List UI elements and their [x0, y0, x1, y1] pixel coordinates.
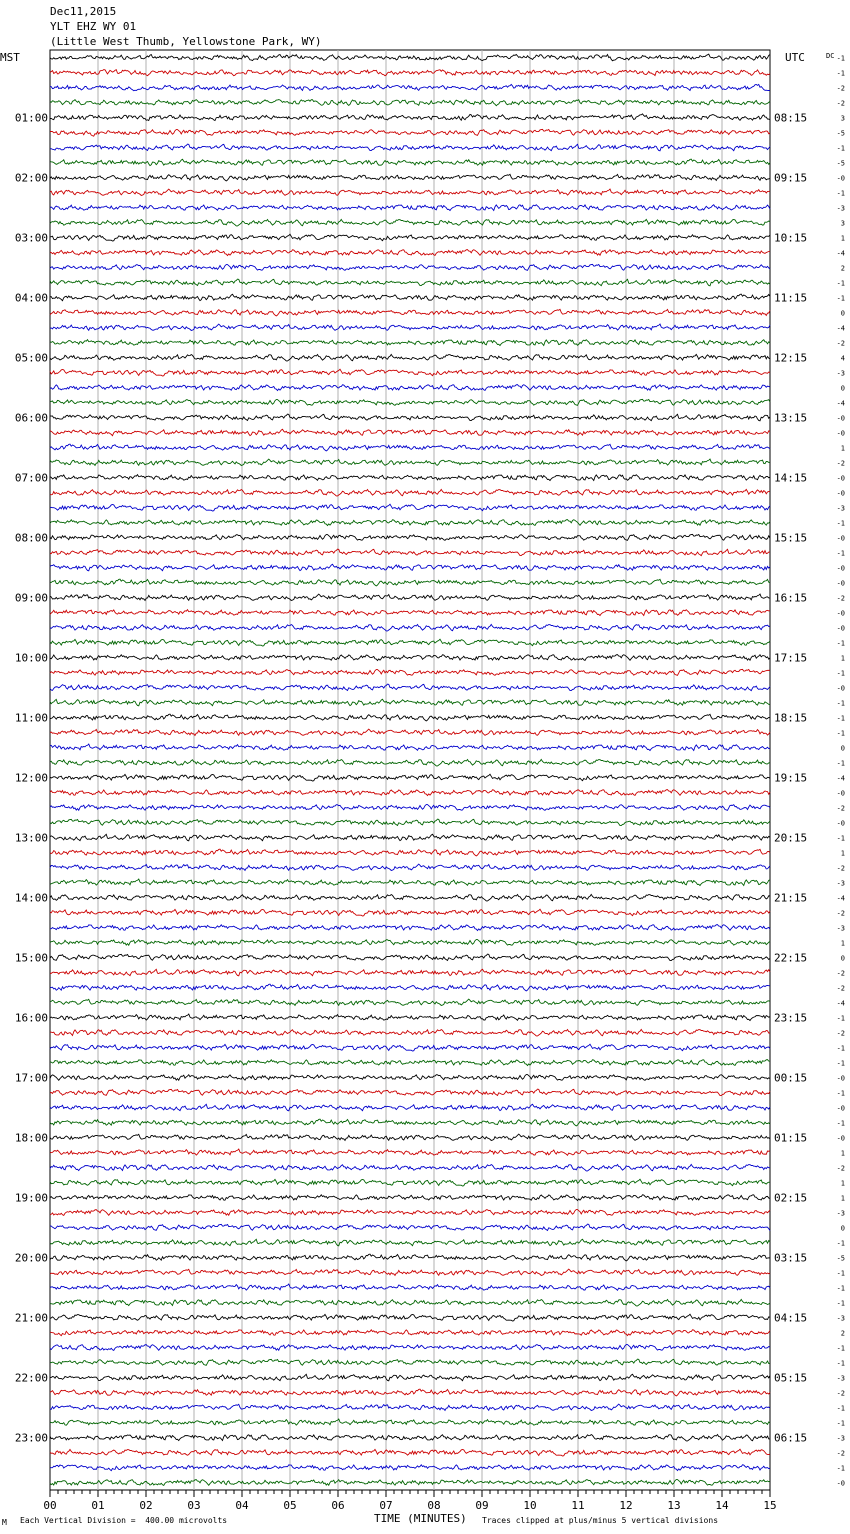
- trace-line: [50, 564, 770, 571]
- dc-offset-label: -0: [836, 684, 845, 693]
- dc-offset-label: 0: [840, 384, 845, 393]
- division-scale-note: Each Vertical Division = 400.00 microvolts: [20, 1516, 228, 1525]
- dc-offset-label: -1: [836, 729, 845, 738]
- dc-offset-label: -1: [836, 1119, 845, 1128]
- trace-line: [50, 205, 770, 211]
- trace-line: [50, 549, 770, 556]
- trace-line: [50, 744, 770, 751]
- trace-line: [50, 250, 770, 256]
- trace-line: [50, 849, 770, 856]
- mst-hour-label: 05:00: [14, 351, 48, 365]
- dc-offset-label: 1: [840, 1149, 845, 1158]
- dc-offset-label: -0: [836, 474, 845, 483]
- dc-offset-label: -2: [836, 1389, 845, 1398]
- dc-offset-label: 4: [840, 354, 845, 363]
- trace-line: [50, 1029, 770, 1036]
- dc-offset-label: -1: [836, 519, 845, 528]
- trace-line: [50, 594, 770, 600]
- trace-line: [50, 1359, 770, 1365]
- trace-line: [50, 1134, 770, 1140]
- trace-line: [50, 834, 770, 841]
- dc-offset-label: -1: [836, 1464, 845, 1473]
- mst-hour-label: 15:00: [14, 951, 48, 965]
- dc-offset-label: -3: [836, 204, 845, 213]
- dc-offset-label: 1: [840, 234, 845, 243]
- dc-offset-label: -0: [836, 609, 845, 618]
- dc-offset-label: 1: [840, 939, 845, 948]
- trace-line: [50, 819, 770, 826]
- dc-offset-label: -1: [836, 1239, 845, 1248]
- trace-line: [50, 655, 770, 661]
- right-zone-label: UTC: [785, 51, 805, 64]
- dc-offset-label: -2: [836, 969, 845, 978]
- dc-offset-label: -1: [836, 69, 845, 78]
- mst-hour-label: 09:00: [14, 591, 48, 605]
- dc-offset-label: -1: [836, 1269, 845, 1278]
- trace-line: [50, 399, 770, 405]
- dc-offset-label: -0: [836, 1104, 845, 1113]
- trace-line: [50, 369, 770, 376]
- dc-offset-label: -1: [836, 1344, 845, 1353]
- dc-offset-label: -4: [836, 324, 845, 333]
- trace-line: [50, 714, 770, 721]
- trace-line: [50, 1210, 770, 1216]
- x-tick-label: 00: [43, 1499, 57, 1512]
- dc-offset-label: -0: [836, 429, 845, 438]
- dc-offset-label: -3: [836, 1209, 845, 1218]
- dc-offset-label: 1: [840, 444, 845, 453]
- trace-line: [50, 925, 770, 931]
- dc-offset-label: -3: [836, 879, 845, 888]
- dc-offset-label: -1: [836, 1044, 845, 1053]
- trace-line: [50, 940, 770, 946]
- mst-hour-label: 23:00: [14, 1431, 48, 1445]
- trace-line: [50, 759, 770, 766]
- mst-hour-label: 14:00: [14, 891, 48, 905]
- mark-label: M: [2, 1518, 7, 1527]
- dc-offset-label: -5: [836, 159, 845, 168]
- x-tick-label: 13: [667, 1499, 681, 1512]
- dc-offset-label: -2: [836, 1164, 845, 1173]
- trace-line: [50, 1179, 770, 1186]
- dc-offset-label: -0: [836, 534, 845, 543]
- dc-offset-label: -1: [836, 1359, 845, 1368]
- utc-hour-label: 12:15: [774, 351, 808, 365]
- x-tick-label: 11: [571, 1499, 585, 1512]
- dc-offset-label: -1: [836, 639, 845, 648]
- dc-offset-label: 2: [840, 264, 845, 273]
- dc-offset-label: -2: [836, 339, 845, 348]
- x-tick-label: 14: [715, 1499, 729, 1512]
- trace-line: [50, 70, 770, 76]
- dc-label: DC: [826, 52, 835, 60]
- utc-hour-label: 06:15: [774, 1431, 808, 1445]
- x-tick-label: 05: [283, 1499, 297, 1512]
- dc-offset-label: 1: [840, 1194, 845, 1203]
- dc-offset-label: 0: [840, 309, 845, 318]
- trace-line: [50, 54, 770, 61]
- trace-line: [50, 624, 770, 631]
- trace-line: [50, 1060, 770, 1066]
- trace-line: [50, 774, 770, 781]
- utc-hour-label: 14:15: [774, 471, 808, 485]
- trace-line: [50, 954, 770, 961]
- trace-line: [50, 504, 770, 511]
- dc-offset-label: -1: [836, 189, 845, 198]
- dc-offset-label: -2: [836, 99, 845, 108]
- utc-hour-label: 11:15: [774, 291, 808, 305]
- x-tick-label: 06: [331, 1499, 345, 1512]
- utc-hour-label: 01:15: [774, 1131, 808, 1145]
- dc-offset-label: -2: [836, 84, 845, 93]
- dc-offset-label: -1: [836, 294, 845, 303]
- dc-offset-label: -0: [836, 819, 845, 828]
- x-tick-label: 10: [523, 1499, 537, 1512]
- date-label: Dec11,2015: [50, 5, 117, 18]
- trace-line: [50, 1269, 770, 1275]
- trace-line: [50, 1284, 770, 1290]
- trace-line: [50, 1224, 770, 1231]
- trace-line: [50, 294, 770, 301]
- trace-line: [50, 969, 770, 976]
- trace-line: [50, 489, 770, 496]
- dc-offset-label: -2: [836, 1029, 845, 1038]
- dc-offset-label: 1: [840, 1179, 845, 1188]
- utc-hour-label: 10:15: [774, 231, 808, 245]
- x-tick-label: 15: [763, 1499, 777, 1512]
- trace-line: [50, 1374, 770, 1381]
- trace-line: [50, 984, 770, 991]
- mst-hour-label: 16:00: [14, 1011, 48, 1025]
- dc-offset-label: -2: [836, 1449, 845, 1458]
- dc-offset-label: -4: [836, 249, 845, 258]
- dc-offset-label: -2: [836, 909, 845, 918]
- dc-offset-label: -2: [836, 459, 845, 468]
- dc-offset-label: -1: [836, 279, 845, 288]
- station-label: YLT EHZ WY 01: [50, 20, 137, 33]
- mst-hour-label: 21:00: [14, 1311, 48, 1325]
- trace-line: [50, 1330, 770, 1336]
- trace-line: [50, 475, 770, 481]
- dc-offset-label: 3: [840, 114, 845, 123]
- utc-hour-label: 20:15: [774, 831, 808, 845]
- dc-offset-label: -4: [836, 774, 845, 783]
- dc-offset-label: -1: [836, 54, 845, 63]
- dc-offset-label: -1: [836, 1419, 845, 1428]
- trace-line: [50, 610, 770, 616]
- utc-hour-label: 08:15: [774, 111, 808, 125]
- trace-line: [50, 1480, 770, 1486]
- trace-line: [50, 1089, 770, 1096]
- trace-line: [50, 1434, 770, 1440]
- dc-offset-label: -0: [836, 1074, 845, 1083]
- mst-hour-label: 08:00: [14, 531, 48, 545]
- trace-line: [50, 684, 770, 691]
- clip-note: Traces clipped at plus/minus 5 vertical divisions: [482, 1516, 719, 1525]
- dc-offset-label: 0: [840, 1224, 845, 1233]
- x-tick-label: 02: [139, 1499, 153, 1512]
- trace-line: [50, 805, 770, 811]
- utc-hour-label: 22:15: [774, 951, 808, 965]
- dc-offset-label: 1: [840, 654, 845, 663]
- trace-line: [50, 1239, 770, 1246]
- mst-hour-label: 22:00: [14, 1371, 48, 1385]
- utc-hour-label: 09:15: [774, 171, 808, 185]
- dc-offset-label: -2: [836, 804, 845, 813]
- dc-offset-label: -1: [836, 549, 845, 558]
- trace-line: [50, 100, 770, 106]
- dc-offset-label: -1: [836, 1059, 845, 1068]
- trace-line: [50, 459, 770, 465]
- trace-line: [50, 189, 770, 195]
- trace-line: [50, 279, 770, 286]
- dc-offset-label: -0: [836, 624, 845, 633]
- trace-line: [50, 84, 770, 90]
- trace-line: [50, 1345, 770, 1351]
- trace-line: [50, 894, 770, 901]
- trace-line: [50, 414, 770, 421]
- mst-hour-label: 07:00: [14, 471, 48, 485]
- dc-offset-label: -2: [836, 594, 845, 603]
- utc-hour-label: 00:15: [774, 1071, 808, 1085]
- trace-line: [50, 669, 770, 675]
- utc-hour-label: 19:15: [774, 771, 808, 785]
- dc-offset-label: -0: [836, 174, 845, 183]
- trace-line: [50, 1164, 770, 1171]
- dc-offset-label: -1: [836, 1299, 845, 1308]
- utc-hour-label: 05:15: [774, 1371, 808, 1385]
- dc-offset-label: -1: [836, 759, 845, 768]
- utc-hour-label: 17:15: [774, 651, 808, 665]
- dc-offset-label: 2: [840, 1329, 845, 1338]
- x-tick-label: 12: [619, 1499, 633, 1512]
- trace-line: [50, 1404, 770, 1410]
- dc-offset-label: -0: [836, 564, 845, 573]
- utc-hour-label: 15:15: [774, 531, 808, 545]
- trace-line: [50, 1044, 770, 1051]
- dc-offset-label: -4: [836, 894, 845, 903]
- dc-offset-label: -1: [836, 1284, 845, 1293]
- trace-line: [50, 429, 770, 435]
- trace-line: [50, 1449, 770, 1456]
- dc-offset-label: 0: [840, 744, 845, 753]
- dc-offset-label: -5: [836, 1254, 845, 1263]
- utc-hour-label: 02:15: [774, 1191, 808, 1205]
- mst-hour-label: 06:00: [14, 411, 48, 425]
- trace-line: [50, 1299, 770, 1306]
- dc-offset-label: -1: [836, 834, 845, 843]
- trace-line: [50, 639, 770, 646]
- trace-line: [50, 909, 770, 916]
- trace-group: [50, 54, 770, 1485]
- dc-offset-label: -2: [836, 864, 845, 873]
- mst-hour-label: 12:00: [14, 771, 48, 785]
- mst-hour-label: 01:00: [14, 111, 48, 125]
- utc-hour-label: 13:15: [774, 411, 808, 425]
- trace-line: [50, 174, 770, 181]
- utc-hour-label: 23:15: [774, 1011, 808, 1025]
- utc-hour-label: 16:15: [774, 591, 808, 605]
- mst-hour-label: 19:00: [14, 1191, 48, 1205]
- trace-line: [50, 1119, 770, 1126]
- dc-offset-label: -2: [836, 984, 845, 993]
- dc-offset-label: 0: [840, 954, 845, 963]
- axis-labels: [0, 51, 845, 1512]
- trace-line: [50, 264, 770, 270]
- mst-hour-label: 20:00: [14, 1251, 48, 1265]
- dc-offset-label: -3: [836, 1434, 845, 1443]
- x-tick-label: 04: [235, 1499, 249, 1512]
- trace-line: [50, 159, 770, 166]
- trace-line: [50, 219, 770, 226]
- dc-offset-label: -1: [836, 1014, 845, 1023]
- mst-hour-label: 10:00: [14, 651, 48, 665]
- trace-line: [50, 534, 770, 540]
- trace-line: [50, 790, 770, 796]
- mst-hour-label: 13:00: [14, 831, 48, 845]
- mst-hour-label: 03:00: [14, 231, 48, 245]
- x-axis-title: TIME (MINUTES): [374, 1512, 467, 1525]
- trace-line: [50, 1419, 770, 1425]
- dc-offset-label: -3: [836, 1374, 845, 1383]
- utc-hour-label: 04:15: [774, 1311, 808, 1325]
- dc-offset-label: -4: [836, 999, 845, 1008]
- dc-offset-label: -1: [836, 1404, 845, 1413]
- trace-line: [50, 520, 770, 526]
- trace-line: [50, 1195, 770, 1201]
- trace-line: [50, 234, 770, 241]
- dc-offset-label: -3: [836, 369, 845, 378]
- mst-hour-label: 18:00: [14, 1131, 48, 1145]
- left-zone-label: MST: [0, 51, 20, 64]
- trace-line: [50, 309, 770, 316]
- utc-hour-label: 03:15: [774, 1251, 808, 1265]
- trace-line: [50, 129, 770, 136]
- dc-offset-label: 1: [840, 849, 845, 858]
- mst-hour-label: 11:00: [14, 711, 48, 725]
- dc-offset-label: -3: [836, 924, 845, 933]
- trace-line: [50, 385, 770, 391]
- trace-line: [50, 444, 770, 451]
- dc-offset-label: -0: [836, 414, 845, 423]
- dc-offset-label: -5: [836, 129, 845, 138]
- trace-line: [50, 1389, 770, 1396]
- trace-line: [50, 879, 770, 886]
- x-tick-label: 08: [427, 1499, 441, 1512]
- location-label: (Little West Thumb, Yellowstone Park, WY): [50, 35, 322, 48]
- dc-offset-label: -1: [836, 669, 845, 678]
- trace-line: [50, 729, 770, 735]
- utc-hour-label: 18:15: [774, 711, 808, 725]
- trace-line: [50, 1149, 770, 1155]
- trace-line: [50, 699, 770, 706]
- trace-line: [50, 144, 770, 151]
- trace-line: [50, 864, 770, 870]
- dc-offset-label: -0: [836, 1134, 845, 1143]
- dc-offset-label: -3: [836, 504, 845, 513]
- dc-offset-label: -1: [836, 714, 845, 723]
- dc-offset-label: -0: [836, 1479, 845, 1488]
- dc-offset-label: -3: [836, 1314, 845, 1323]
- trace-line: [50, 1254, 770, 1261]
- trace-line: [50, 1104, 770, 1111]
- trace-line: [50, 324, 770, 330]
- trace-line: [50, 1014, 770, 1021]
- dc-offset-label: -0: [836, 489, 845, 498]
- dc-offset-label: -4: [836, 399, 845, 408]
- mst-hour-label: 17:00: [14, 1071, 48, 1085]
- x-tick-label: 09: [475, 1499, 489, 1512]
- mst-hour-label: 04:00: [14, 291, 48, 305]
- dc-offset-label: -0: [836, 789, 845, 798]
- trace-line: [50, 1465, 770, 1471]
- trace-line: [50, 1075, 770, 1081]
- x-tick-label: 07: [379, 1499, 393, 1512]
- dc-offset-label: -1: [836, 699, 845, 708]
- x-tick-label: 03: [187, 1499, 201, 1512]
- dc-offset-label: -0: [836, 579, 845, 588]
- mst-hour-label: 02:00: [14, 171, 48, 185]
- trace-line: [50, 340, 770, 346]
- trace-line: [50, 114, 770, 121]
- x-tick-label: 01: [91, 1499, 105, 1512]
- trace-line: [50, 999, 770, 1005]
- trace-line: [50, 1314, 770, 1321]
- dc-offset-label: -1: [836, 1089, 845, 1098]
- utc-hour-label: 21:15: [774, 891, 808, 905]
- trace-line: [50, 579, 770, 586]
- dc-offset-label: 3: [840, 219, 845, 228]
- dc-offset-label: -1: [836, 144, 845, 153]
- trace-line: [50, 354, 770, 361]
